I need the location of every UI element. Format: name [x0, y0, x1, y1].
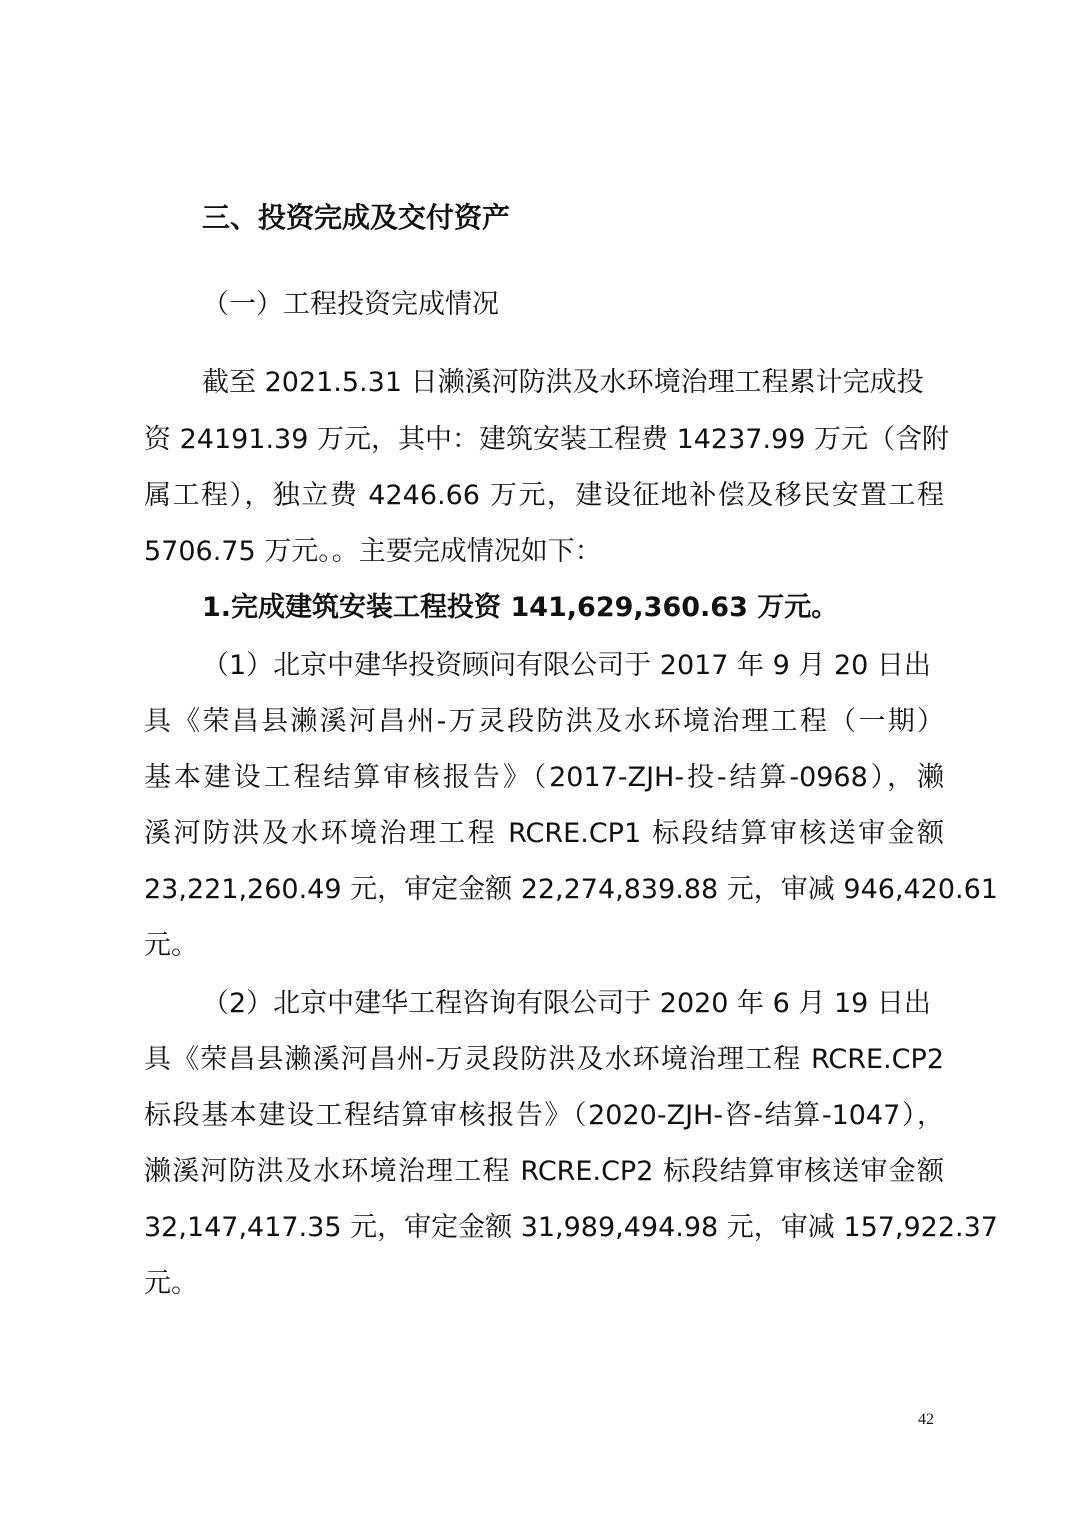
item-1-1-line-4: 溪河防洪及水环境治理工程 RCRE.CP1 标段结算审核送审金额 — [144, 818, 944, 849]
item-1-1-line-5: 23,221,260.49 元，审定金额 22,274,839.88 元，审减 946,420.61 — [144, 874, 998, 905]
item-1-2-line-6: 元。 — [144, 1268, 198, 1299]
item-1-heading: 1.完成建筑安装工程投资 141,629,360.63 万元。 — [202, 592, 839, 623]
section-heading: 三、投资完成及交付资产 — [202, 201, 511, 234]
item-1-1-line-3: 基本建设工程结算审核报告》（2017-ZJH-投-结算-0968），濑 — [144, 762, 944, 793]
page-number: 42 — [918, 1411, 934, 1428]
item-1-2-line-5: 32,147,417.35 元，审定金额 31,989,494.98 元，审减 157,922.37 — [144, 1212, 998, 1243]
paragraph-1-line-4: 5706.75 万元。。主要完成情况如下： — [144, 536, 602, 567]
item-1-1-line-1: （1）北京中建华投资顾问有限公司于 2017 年 9 月 20 日出 — [202, 650, 931, 681]
item-1-1-line-2: 具《荣昌县濑溪河昌州-万灵段防洪及水环境治理工程（一期） — [144, 706, 944, 737]
item-1-1-line-6: 元。 — [144, 930, 198, 961]
item-1-2-line-2: 具《荣昌县濑溪河昌州-万灵段防洪及水环境治理工程 RCRE.CP2 — [144, 1044, 944, 1075]
item-1-2-line-4: 濑溪河防洪及水环境治理工程 RCRE.CP2 标段结算审核送审金额 — [144, 1156, 944, 1187]
item-1-2-line-3: 标段基本建设工程结算审核报告》（2020-ZJH-咨-结算-1047）， — [144, 1100, 944, 1131]
item-1-2-line-1: （2）北京中建华工程咨询有限公司于 2020 年 6 月 19 日出 — [202, 988, 931, 1019]
paragraph-1-line-3: 属工程），独立费 4246.66 万元，建设征地补偿及移民安置工程 — [144, 480, 944, 511]
subsection-heading: （一）工程投资完成情况 — [202, 289, 499, 320]
paragraph-1-line-2: 资 24191.39 万元，其中：建筑安装工程费 14237.99 万元（含附 — [144, 424, 949, 455]
paragraph-1-line-1: 截至 2021.5.31 日濑溪河防洪及水环境治理工程累计完成投 — [202, 367, 924, 398]
